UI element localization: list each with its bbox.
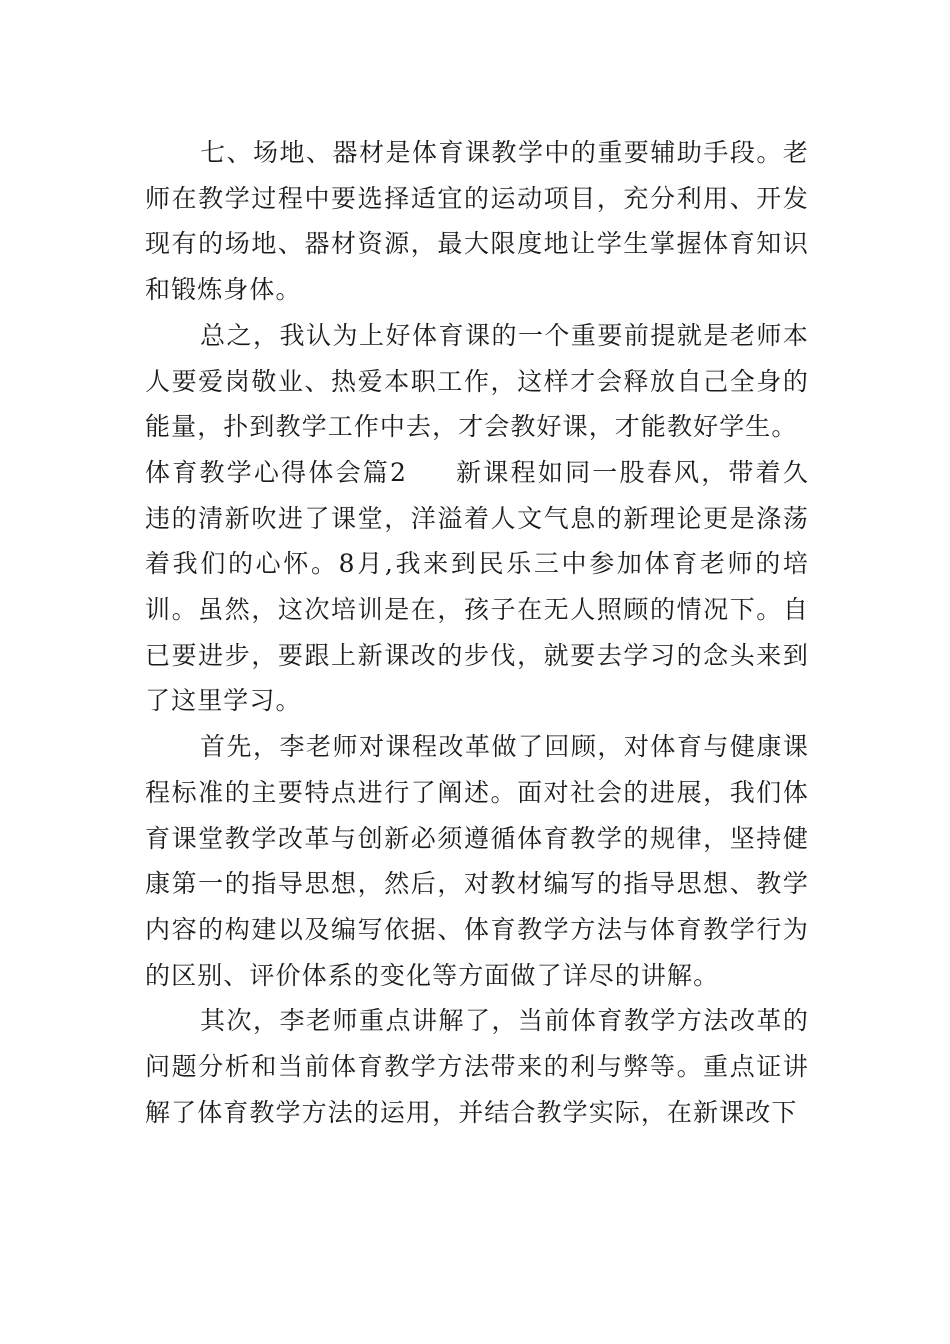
section-title: 体育教学心得体会篇2 (145, 457, 408, 487)
paragraph-venue-equipment: 七、场地、器材是体育课教学中的重要辅助手段。老师在教学过程中要选择适宜的运动项目，充分利用、开发现有的场地、器材资源，最大限度地让学生掌握体育知识和锻炼身体。 (145, 138, 809, 305)
paragraph-firstly: 首先，李老师对课程改革做了回顾，对体育与健康课程标准的主要特点进行了阐述。面对社会的进展，我们体育课堂教学改革与创新必须遵循体育教学的规律，坚持健康第一的指导思想，然后，对教材编写的指导思想、教学内容的构建以及编写依据、体育教学方法与体育教学行为的区别、评价体系的变化等方面做了详尽的讲解。 (145, 732, 809, 990)
paragraph-conclusion: 总之，我认为上好体育课的一个重要前提就是老师本人要爱岗敬业、热爱本职工作，这样才会释放自己全身的能量，扑到教学工作中去，才会教好课，才能教好学生。 (145, 320, 809, 442)
document-body (145, 130, 809, 1135)
paragraph-section-2-intro (145, 450, 809, 724)
paragraph-secondly: 其次，李老师重点讲解了，当前体育教学方法改革的问题分析和当前体育教学方法带来的利与弊等。重点证讲解了体育教学方法的运用，并结合教学实际，在新课改下 (145, 1006, 809, 1127)
section-2-first-paragraph: 新课程如同一股春风，带着久违的清新吹进了课堂，洋溢着人文气息的新理论更是涤荡着我们的心怀。8月,我来到民乐三中参加体育老师的培训。虽然，这次培训是在，孩子在无人照顾的情况下。自已要进步，要跟上新课改的步伐，就要去学习的念头来到了这里学习。 (145, 457, 809, 716)
